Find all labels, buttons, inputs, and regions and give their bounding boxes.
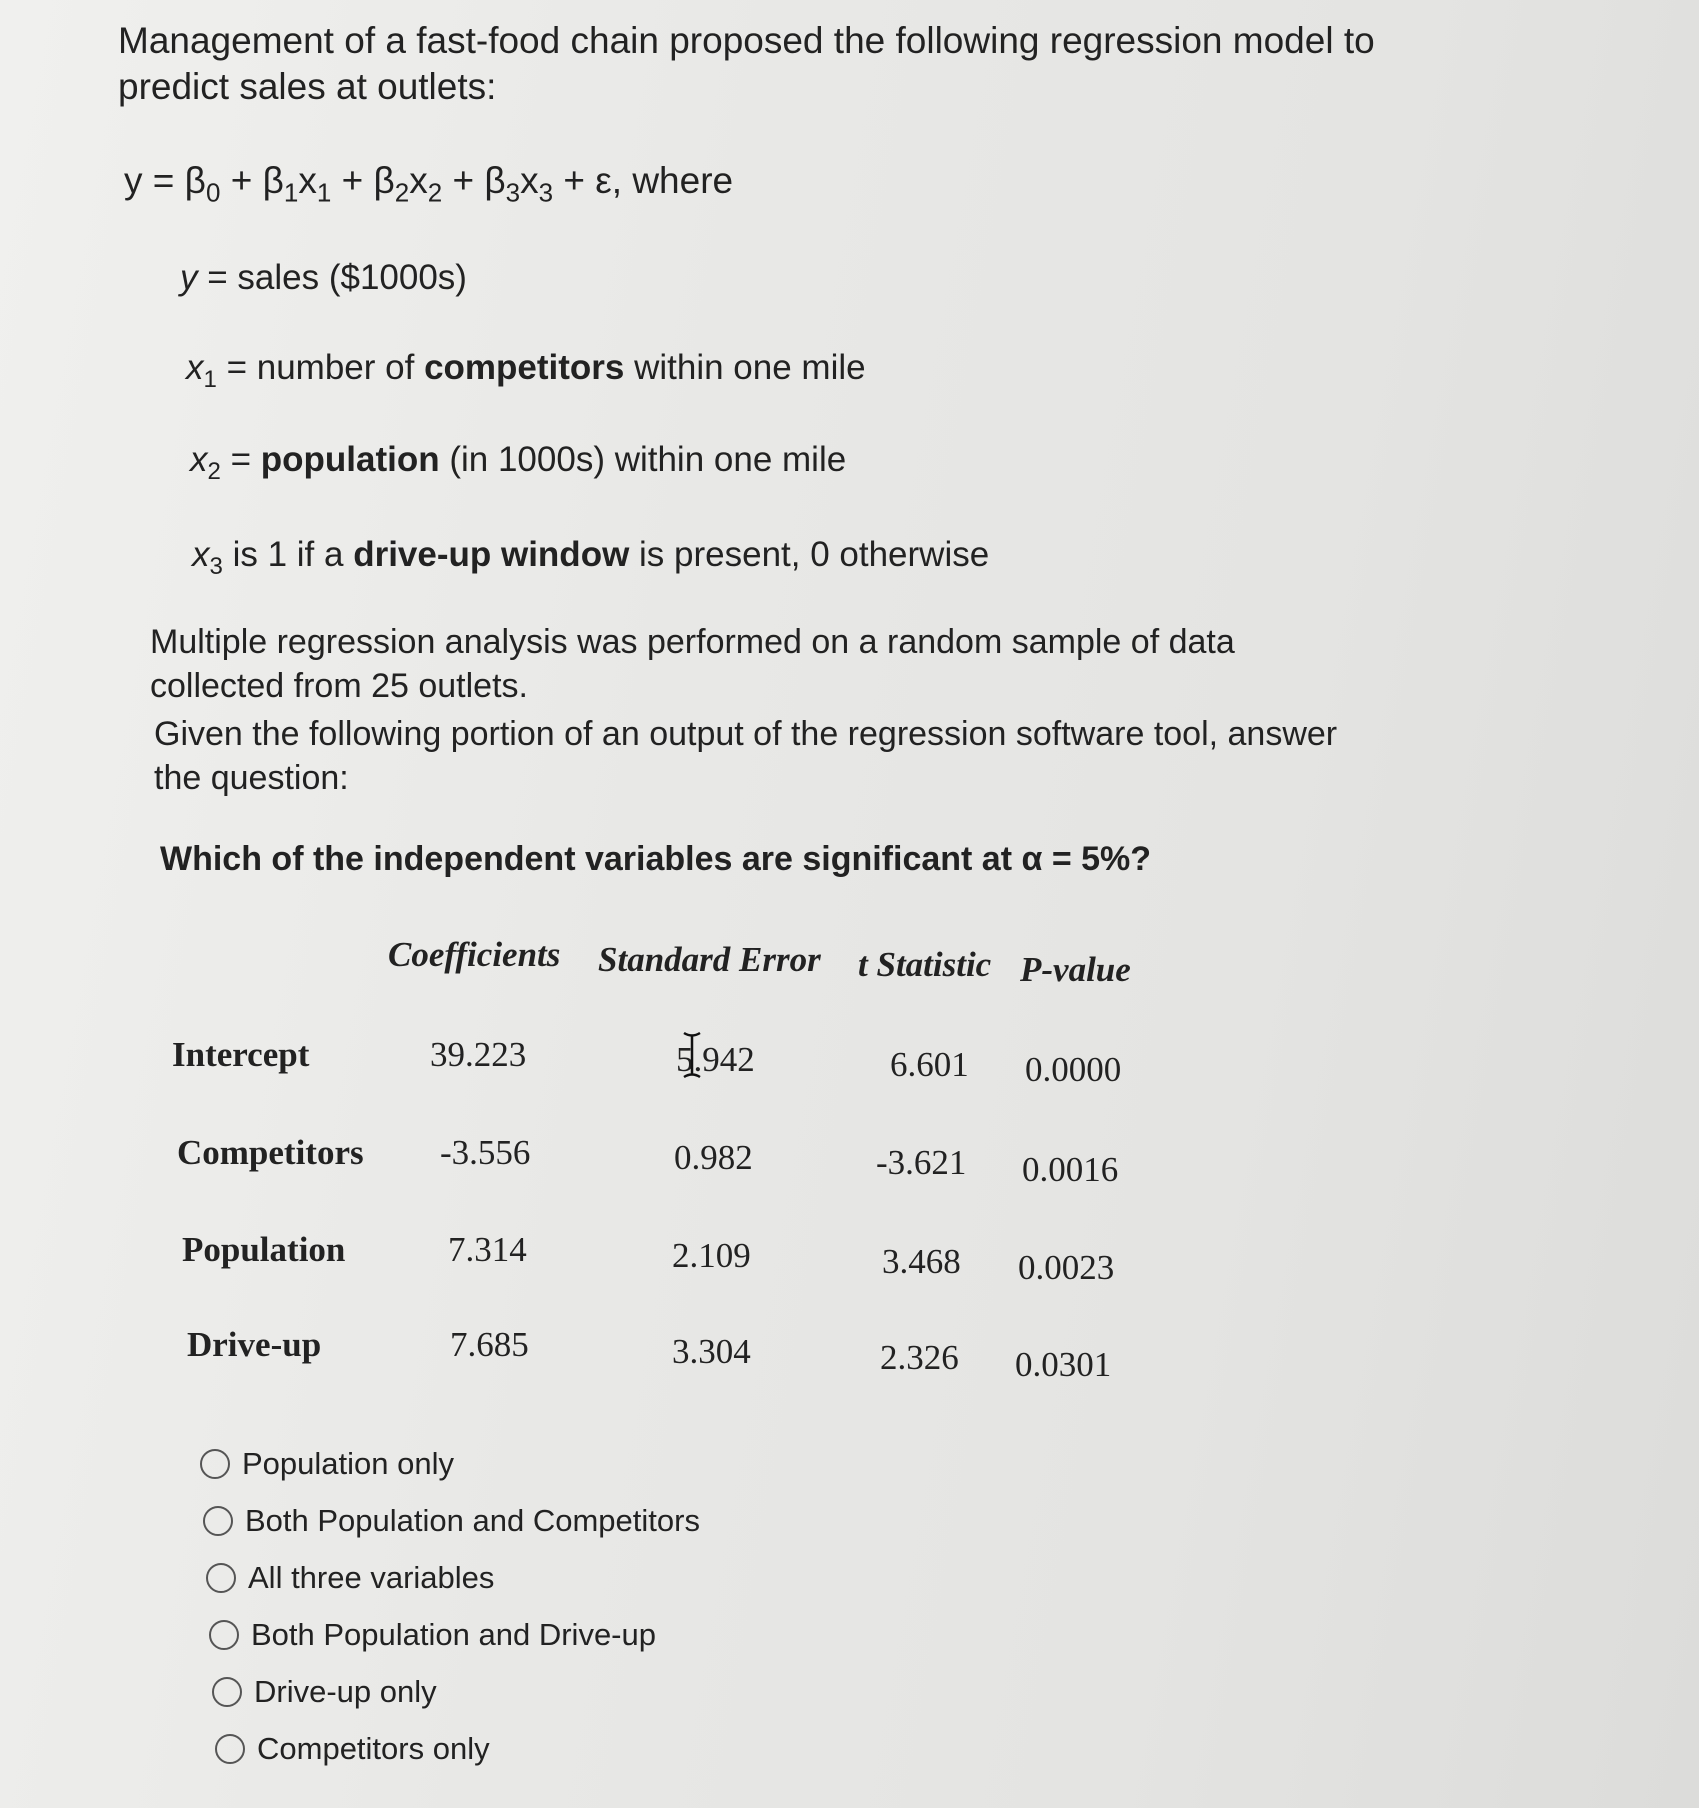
eq-sub: 0 [205,177,221,208]
def-text: within one mile [624,348,866,387]
eq-sub: 3 [538,177,554,208]
row-label-drive-up: Drive-up [187,1325,322,1364]
eq-sub: 3 [505,177,521,208]
option-drive-up-only[interactable] [212,1674,437,1710]
definition-x1 [186,348,866,394]
instruction-paragraph: Given the following portion of an output of the regression software tool, answer the question: [154,715,1338,797]
cell-se: 0.982 [674,1138,753,1177]
sample-paragraph: Multiple regression analysis was performed on a random sample of data collected from 25 outlets. [150,623,1235,705]
eq-part: x [520,160,539,201]
eq-sub: 2 [394,177,410,208]
def-bold: population [260,440,440,479]
row-label-intercept: Intercept [172,1035,310,1074]
row-label-competitors: Competitors [177,1133,364,1172]
cell-t: 3.468 [882,1242,961,1281]
option-label: Both Population and Drive-up [251,1617,656,1652]
cell-t: 6.601 [890,1045,969,1084]
cell-p: 0.0301 [1015,1345,1112,1384]
option-label: Both Population and Competitors [245,1503,700,1538]
radio-button[interactable] [209,1620,239,1650]
cell-coef: -3.556 [440,1133,531,1172]
header-p-value: P-value [1020,950,1131,989]
header-coefficients: Coefficients [388,935,561,974]
def-text: (in 1000s) within one mile [439,440,847,479]
regression-equation [124,160,733,208]
eq-part: + β [220,160,284,201]
cell-t: -3.621 [876,1143,967,1182]
def-var: x [190,440,208,479]
def-bold: drive-up window [353,535,630,574]
def-text: = sales ($1000s) [197,258,467,297]
row-label-population: Population [182,1230,346,1269]
eq-part: + β [331,160,395,201]
definition-x3 [192,535,989,581]
def-text: = [220,440,261,479]
radio-button[interactable] [215,1734,245,1764]
option-label: Population only [242,1446,454,1481]
def-text: = number of [216,348,425,387]
option-label: Competitors only [257,1731,490,1766]
cell-coef: 39.223 [430,1035,527,1074]
cell-p: 0.0016 [1022,1150,1119,1189]
definition-y [180,258,467,298]
cell-se: 2.109 [672,1236,751,1275]
definition-x2 [190,440,846,486]
def-sub: 2 [207,458,221,485]
def-text: is present, 0 otherwise [629,535,990,574]
def-var: x [186,348,204,387]
intro-text: Management of a fast-food chain proposed the following regression model to predict sales at outlets: [118,20,1375,107]
radio-button[interactable] [203,1506,233,1536]
radio-button[interactable] [200,1449,230,1479]
eq-part: y = β [124,160,206,201]
def-sub: 3 [209,553,223,580]
option-all-three[interactable] [206,1560,494,1596]
cell-coef: 7.685 [450,1325,529,1364]
eq-part: x [409,160,428,201]
def-bold: competitors [424,348,625,387]
radio-button[interactable] [212,1677,242,1707]
option-label: Drive-up only [254,1674,437,1709]
cell-p: 0.0023 [1018,1248,1115,1287]
option-competitors-only[interactable] [215,1731,490,1767]
text-cursor-icon [681,1030,703,1080]
cell-p: 0.0000 [1025,1050,1122,1089]
eq-part: x [298,160,317,201]
cell-coef: 7.314 [448,1230,527,1269]
option-label: All three variables [248,1560,495,1595]
eq-part: + ε, where [553,160,734,201]
eq-part: + β [442,160,506,201]
option-population-and-drive-up[interactable] [209,1617,656,1653]
header-standard-error: Standard Error [598,940,821,979]
def-sub: 1 [203,366,217,393]
option-population-only[interactable] [200,1446,454,1482]
option-population-and-competitors[interactable] [203,1503,700,1539]
cell-se: 5.942 [676,1040,755,1079]
eq-sub: 1 [316,177,332,208]
question-text: Which of the independent variables are significant at α = 5%? [160,840,1152,878]
header-t-statistic: t Statistic [858,945,992,984]
eq-sub: 1 [283,177,299,208]
def-var: x [192,535,210,574]
def-var: y [180,258,198,297]
def-text: is 1 if a [222,535,354,574]
cell-t: 2.326 [880,1338,959,1377]
cell-se: 3.304 [672,1332,751,1371]
radio-button[interactable] [206,1563,236,1593]
eq-sub: 2 [427,177,443,208]
